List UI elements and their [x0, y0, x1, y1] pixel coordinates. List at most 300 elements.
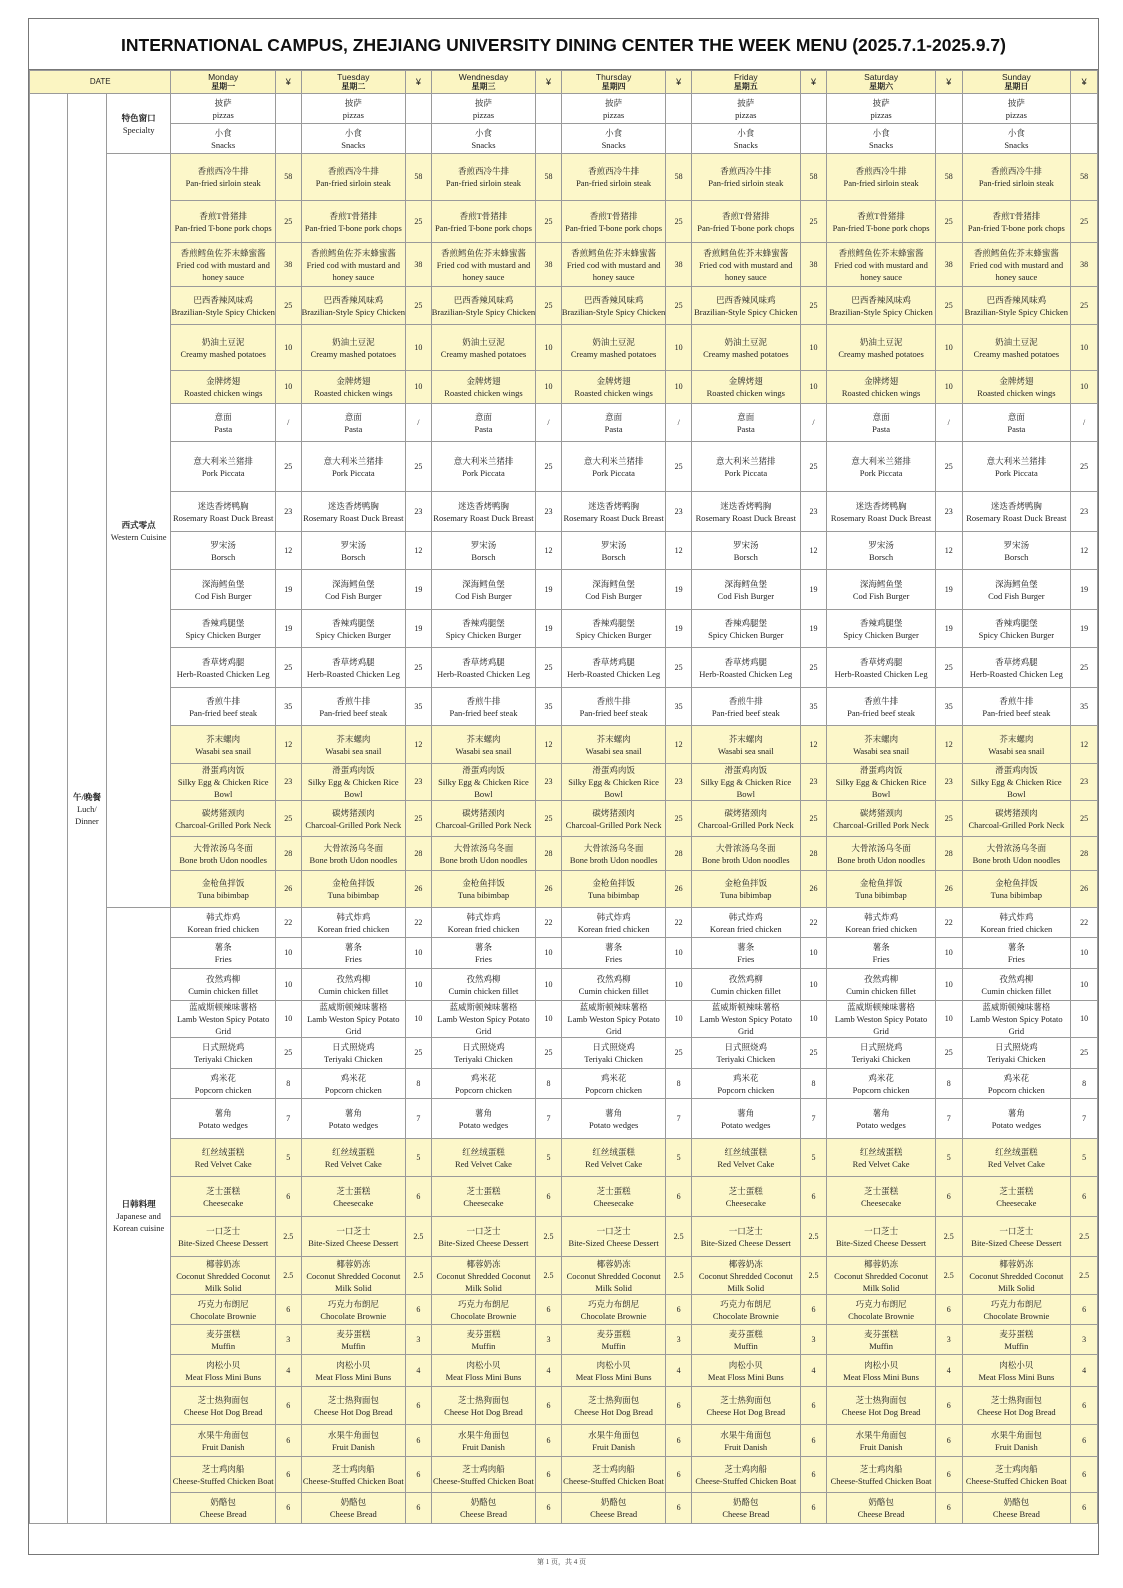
dish-price: 10 — [536, 371, 562, 404]
dish-name-en: Cumin chicken fillet — [448, 985, 519, 996]
dish-name-cn: 滑蛋鸡肉饭 — [201, 765, 245, 775]
dish-price: 8 — [536, 1069, 562, 1099]
dish-name-en: Charcoal-Grilled Pork Neck — [833, 819, 929, 830]
dish-price: 12 — [275, 726, 301, 764]
table-row — [30, 201, 1098, 243]
dish-name-cn: 肉松小贝 — [336, 1359, 371, 1370]
dish-name-cn: 滑蛋鸡肉饭 — [859, 765, 903, 775]
dish-name-en: Cumin chicken fillet — [710, 985, 781, 996]
dish-price: 7 — [275, 1099, 301, 1139]
dish-price: 35 — [800, 688, 827, 726]
dish-cell — [691, 154, 800, 201]
dish-name-en: Charcoal-Grilled Pork Neck — [697, 819, 794, 830]
dish-name-cn: 意大利米兰猪排 — [323, 455, 384, 466]
dish-cell — [171, 1069, 276, 1099]
dish-cell — [431, 871, 536, 908]
dish-name-en: Silky Egg & Chicken Rice Bowl — [438, 777, 529, 799]
dish-name-cn: 罗宋汤 — [1003, 539, 1030, 550]
dish-cell — [827, 532, 936, 570]
dish-cell — [962, 404, 1071, 442]
dish-cell — [691, 1001, 800, 1038]
dish-price: 2.5 — [1071, 1217, 1098, 1257]
dish-cell — [962, 648, 1071, 688]
dish-price: 25 — [666, 287, 692, 325]
dish-name-en: Fries — [737, 954, 755, 964]
dish-name-en: Rosemary Roast Duck Breast — [563, 512, 664, 523]
table-row — [30, 404, 1098, 442]
dish-name-en: Spicy Chicken Burger — [708, 629, 784, 640]
dish-price: 6 — [800, 1177, 827, 1217]
dish-name-cn: 香煎鳕鱼佐芥末蜂蜜酱 — [180, 247, 266, 258]
dish-price: 10 — [666, 371, 692, 404]
dish-price: 6 — [935, 1177, 962, 1217]
dish-cell — [431, 1355, 536, 1387]
dish-name-cn: 香煎鳕鱼佐芥末蜂蜜酱 — [838, 247, 924, 258]
dish-cell — [171, 871, 276, 908]
dish-price: 10 — [800, 325, 827, 371]
table-row — [30, 1139, 1098, 1177]
dish-name-cn: 小食 — [344, 127, 362, 138]
dish-name-en: Cheesecake — [725, 1197, 766, 1208]
dish-name-en: Charcoal-Grilled Pork Neck — [175, 819, 272, 830]
day-name-cn: 星期五 — [733, 82, 758, 91]
dish-price: / — [1071, 404, 1098, 442]
station-label-cn: 日韩料理 — [121, 1198, 156, 1209]
dish-name-cn: 金牌烤翅 — [999, 376, 1034, 386]
dish-cell — [962, 1425, 1071, 1457]
dish-cell — [827, 1325, 936, 1355]
dish-name-cn: 意面 — [214, 411, 232, 422]
dish-name-cn: 巧克力布朗尼 — [457, 1298, 509, 1309]
dish-name-cn: 蓝威斯顿辣味薯格 — [982, 1002, 1051, 1012]
dish-name-en: Rosemary Roast Duck Breast — [966, 512, 1067, 523]
dish-price: 23 — [1071, 492, 1098, 532]
dish-name-cn: 薯角 — [872, 1107, 890, 1118]
dish-name-en: Creamy mashed potatoes — [440, 348, 527, 359]
dish-cell — [431, 570, 536, 610]
dish-cell — [691, 371, 800, 404]
dish-name-cn: 红丝绒蛋糕 — [201, 1146, 245, 1157]
day-name-en: Saturday — [864, 72, 899, 82]
dish-name-cn: 巧克力布朗尼 — [197, 1298, 249, 1309]
dish-cell — [431, 1001, 536, 1038]
dish-name-cn: 意面 — [605, 411, 623, 422]
dish-name-cn: 碳烤猪颈肉 — [995, 807, 1038, 818]
dish-name-en: Bone broth Udon noodles — [179, 854, 267, 865]
dish-name-en: Cheese Hot Dog Bread — [977, 1406, 1056, 1417]
dish-price: 19 — [275, 570, 301, 610]
dish-cell — [301, 764, 406, 801]
dish-cell — [827, 610, 936, 648]
dish-name-cn: 芥末螺肉 — [466, 733, 501, 744]
dish-name-en: Spicy Chicken Burger — [575, 629, 652, 640]
dish-name-cn: 金枪鱼拌饭 — [995, 878, 1038, 888]
dish-name-en: Borsch — [211, 551, 236, 562]
dish-price: 25 — [536, 201, 562, 243]
dish-cell — [561, 764, 666, 801]
dish-name-en: Borsch — [869, 551, 894, 562]
dish-name-cn: 香草烤鸡腿 — [332, 656, 375, 667]
dish-cell — [561, 871, 666, 908]
dish-name-en: Pan-fried sirloin steak — [843, 178, 919, 188]
meal-label-en: Luch/Dinner — [75, 803, 99, 826]
dish-price — [1071, 94, 1098, 124]
dish-price: 12 — [935, 532, 962, 570]
dish-name-cn: 意面 — [344, 411, 362, 422]
dish-price: 19 — [536, 570, 562, 610]
dish-cell — [827, 1355, 936, 1387]
dish-cell — [827, 1069, 936, 1099]
dish-name-cn: 香草烤鸡腿 — [995, 656, 1038, 667]
dish-name-en: pizzas — [1005, 109, 1027, 120]
dish-cell — [301, 1217, 406, 1257]
dish-price: 25 — [935, 442, 962, 492]
dish-cell — [691, 969, 800, 1001]
dish-cell — [561, 726, 666, 764]
dish-name-en: Silky Egg & Chicken Rice Bowl — [177, 777, 269, 799]
dish-name-en: Chocolate Brownie — [712, 1310, 779, 1321]
dish-name-cn: 香草烤鸡腿 — [592, 656, 635, 667]
dish-price: 10 — [935, 325, 962, 371]
dish-cell — [561, 688, 666, 726]
dish-name-cn: 大骨浓汤乌冬面 — [716, 842, 776, 853]
dish-name-en: Potato wedges — [328, 1119, 378, 1130]
dish-name-cn: 碳烤猪颈肉 — [332, 807, 375, 818]
date-label: DATE — [30, 71, 171, 94]
dish-price: 25 — [406, 201, 432, 243]
day-header — [827, 71, 936, 94]
dish-cell — [827, 154, 936, 201]
dish-price: 25 — [406, 648, 432, 688]
dish-name-en: Cod Fish Burger — [455, 590, 512, 601]
dish-name-cn: 芝士蛋糕 — [466, 1185, 501, 1196]
dish-cell — [827, 688, 936, 726]
dish-name-cn: 奶酪包 — [340, 1497, 367, 1507]
dish-cell — [962, 801, 1071, 837]
currency-symbol: ¥ — [406, 71, 432, 94]
dish-name-cn: 薯条 — [474, 942, 492, 952]
dish-price: 26 — [406, 871, 432, 908]
dish-name-en: Fruit Danish — [331, 1441, 375, 1452]
dish-cell — [691, 764, 800, 801]
dish-name-cn: 一口芝士 — [206, 1225, 241, 1236]
dish-name-cn: 韩式炸鸡 — [596, 911, 631, 922]
dish-name-en: Pan-fried sirloin steak — [315, 178, 391, 188]
dish-price: 19 — [935, 570, 962, 610]
dish-cell — [561, 1257, 666, 1295]
dish-price: 25 — [1071, 801, 1098, 837]
dish-name-cn: 香煎西冷牛排 — [197, 166, 249, 176]
dish-price: 6 — [800, 1425, 827, 1457]
dish-name-en: Wasabi sea snail — [717, 745, 774, 756]
dish-cell — [301, 871, 406, 908]
station-label-cn: 特色窗口 — [121, 112, 156, 123]
dish-name-cn: 奶油土豆泥 — [462, 336, 505, 347]
dish-price: 26 — [935, 871, 962, 908]
dish-name-cn: 奶油土豆泥 — [592, 336, 635, 347]
dish-cell — [962, 1493, 1071, 1524]
dish-name-cn: 香煎西冷牛排 — [457, 166, 509, 176]
dish-name-cn: 深海鳕鱼堡 — [201, 578, 245, 589]
dish-name-cn: 香煎T骨猪排 — [721, 210, 770, 221]
day-name-cn: 星期日 — [1004, 82, 1029, 91]
dish-name-en: Pan-fried sirloin steak — [576, 178, 652, 188]
table-row — [30, 938, 1098, 969]
table-row — [30, 726, 1098, 764]
dish-price: 8 — [800, 1069, 827, 1099]
dish-name-en: Cheese Hot Dog Bread — [574, 1406, 653, 1417]
dish-name-en: Rosemary Roast Duck Breast — [303, 512, 404, 523]
dish-name-cn: 奶酪包 — [733, 1497, 759, 1507]
dish-name-en: Meat Floss Mini Buns — [707, 1371, 784, 1382]
dish-price: 10 — [275, 371, 301, 404]
dish-price: 10 — [536, 1001, 562, 1038]
dish-price: 25 — [275, 801, 301, 837]
dish-name-cn: 奶酪包 — [210, 1497, 236, 1507]
dish-price: 28 — [935, 837, 962, 871]
dish-price: 25 — [536, 1038, 562, 1069]
dish-name-en: Silky Egg & Chicken Rice Bowl — [835, 777, 927, 799]
dish-name-en: Creamy mashed potatoes — [310, 348, 397, 359]
dish-price: 6 — [935, 1295, 962, 1325]
dish-name-en: Meat Floss Mini Buns — [185, 1371, 262, 1382]
dish-name-cn: 香辣鸡腿堡 — [592, 617, 635, 628]
dish-name-en: Potato wedges — [721, 1119, 771, 1130]
dish-name-cn: 金牌烤翅 — [206, 376, 241, 386]
dish-name-en: Coconut Shredded Coconut Milk Solid — [698, 1270, 793, 1293]
dish-name-cn: 芝士热狗面包 — [327, 1394, 379, 1405]
dish-cell — [691, 938, 800, 969]
dish-name-cn: 金枪鱼拌饭 — [859, 878, 903, 888]
dish-name-cn: 韩式炸鸡 — [999, 911, 1034, 922]
dish-price: 4 — [536, 1355, 562, 1387]
dish-price: / — [275, 404, 301, 442]
dish-price: 25 — [800, 1038, 827, 1069]
dish-name-cn: 深海鳕鱼堡 — [995, 578, 1038, 589]
dish-name-en: Pork Piccata — [859, 467, 903, 478]
dish-name-cn: 薯条 — [872, 942, 890, 952]
dish-price: 10 — [1071, 325, 1098, 371]
dish-name-en: Borsch — [601, 551, 626, 562]
dish-price: 5 — [536, 1139, 562, 1177]
dish-cell — [962, 610, 1071, 648]
dish-price: 23 — [666, 492, 692, 532]
dish-name-cn: 大骨浓汤乌冬面 — [583, 842, 644, 853]
dish-cell — [301, 1457, 406, 1493]
dish-cell — [431, 1217, 536, 1257]
dish-price: 22 — [275, 908, 301, 938]
dish-name-en: Lamb Weston Spicy Potato Grid — [699, 1014, 793, 1036]
dish-name-cn: 意大利米兰猪排 — [193, 455, 253, 466]
dish-name-en: Pan-fried T-bone pork chops — [832, 222, 930, 233]
dish-cell — [171, 532, 276, 570]
dish-name-en: Red Velvet Cake — [194, 1158, 252, 1169]
dish-name-cn: 芥末螺肉 — [864, 733, 899, 744]
dish-cell — [301, 442, 406, 492]
dish-price: 23 — [536, 764, 562, 801]
dish-cell — [171, 492, 276, 532]
dish-price: 25 — [536, 287, 562, 325]
dish-name-en: Snacks — [733, 139, 758, 150]
dish-name-en: Potato wedges — [856, 1119, 906, 1130]
table-row — [30, 1069, 1098, 1099]
dish-name-cn: 意大利米兰猪排 — [986, 455, 1047, 466]
dish-name-en: Rosemary Roast Duck Breast — [433, 512, 534, 523]
dish-name-en: Bone broth Udon noodles — [837, 854, 925, 865]
table-row — [30, 94, 1098, 124]
dish-cell — [431, 1099, 536, 1139]
dish-name-en: Cheese Hot Dog Bread — [841, 1406, 921, 1417]
dish-name-cn: 日式照烧鸡 — [995, 1042, 1038, 1052]
dish-cell — [962, 1257, 1071, 1295]
dish-name-cn: 巴西香辣风味鸡 — [453, 294, 514, 305]
dish-price: 10 — [1071, 1001, 1098, 1038]
dish-name-cn: 香煎牛排 — [864, 695, 899, 706]
dish-name-en: Popcorn chicken — [585, 1084, 643, 1095]
dish-name-cn: 巧克力布朗尼 — [720, 1298, 772, 1309]
dish-name-cn: 金枪鱼拌饭 — [201, 878, 245, 888]
dish-name-cn: 小食 — [605, 127, 623, 138]
dish-price: 23 — [275, 764, 301, 801]
dish-name-cn: 迷迭香烤鸭胸 — [588, 500, 640, 511]
dish-name-cn: 芝士蛋糕 — [864, 1185, 899, 1196]
dish-name-en: Teriyaki Chicken — [193, 1054, 253, 1064]
dish-price: 28 — [800, 837, 827, 871]
dish-cell — [691, 1457, 800, 1493]
dish-name-cn: 香煎牛排 — [728, 695, 763, 706]
dish-cell — [431, 492, 536, 532]
dish-name-cn: 滑蛋鸡肉饭 — [462, 765, 505, 775]
dish-name-cn: 意大利米兰猪排 — [851, 455, 911, 466]
dish-price: 4 — [406, 1355, 432, 1387]
dish-price: 6 — [536, 1295, 562, 1325]
dish-price: 5 — [935, 1139, 962, 1177]
dish-price: 6 — [275, 1457, 301, 1493]
dish-price — [666, 124, 692, 154]
dish-price: 6 — [406, 1457, 432, 1493]
dish-name-cn: 巴西香辣风味鸡 — [583, 294, 644, 305]
dish-cell — [431, 442, 536, 492]
dish-price: 22 — [536, 908, 562, 938]
dish-name-en: Snacks — [1004, 139, 1029, 150]
dish-name-en: Coconut Shredded Coconut Milk Solid — [566, 1270, 661, 1293]
dish-price: 25 — [275, 287, 301, 325]
dish-cell — [561, 837, 666, 871]
dish-cell — [171, 1217, 276, 1257]
dish-cell — [171, 1355, 276, 1387]
dish-cell — [827, 908, 936, 938]
dish-cell — [962, 1139, 1071, 1177]
dish-name-en: Pan-fried sirloin steak — [185, 178, 261, 188]
dish-name-en: Cheese-Stuffed Chicken Boat — [172, 1475, 274, 1486]
dish-name-en: Silky Egg & Chicken Rice Bowl — [568, 777, 659, 799]
dish-price: 7 — [666, 1099, 692, 1139]
dish-cell — [962, 325, 1071, 371]
dish-name-cn: 芝士蛋糕 — [728, 1185, 763, 1196]
dish-price: 7 — [406, 1099, 432, 1139]
dish-name-en: Bite-Sized Cheese Dessert — [178, 1237, 269, 1248]
dish-price: 7 — [800, 1099, 827, 1139]
dish-name-cn: 肉松小贝 — [596, 1359, 631, 1370]
dish-price: 25 — [406, 801, 432, 837]
dish-cell — [301, 287, 406, 325]
dish-name-en: Bone broth Udon noodles — [702, 854, 790, 865]
table-row — [30, 532, 1098, 570]
dish-price: 3 — [406, 1325, 432, 1355]
dish-price: 2.5 — [536, 1217, 562, 1257]
dish-name-en: Wasabi sea snail — [988, 745, 1045, 756]
dish-price: 6 — [406, 1425, 432, 1457]
dish-cell — [827, 124, 936, 154]
dish-name-en: Charcoal-Grilled Pork Neck — [968, 819, 1065, 830]
dish-name-en: Charcoal-Grilled Pork Neck — [305, 819, 402, 830]
dish-name-cn: 麦芬蛋糕 — [728, 1328, 763, 1339]
dish-name-en: Herb-Roasted Chicken Leg — [176, 668, 270, 679]
dish-name-en: Cheese Bread — [992, 1509, 1040, 1519]
dish-cell — [301, 371, 406, 404]
dish-price: 6 — [666, 1457, 692, 1493]
dish-price: 25 — [536, 442, 562, 492]
dish-name-en: Bone broth Udon noodles — [569, 854, 658, 865]
dish-name-en: Cod Fish Burger — [194, 590, 252, 601]
dish-price — [536, 124, 562, 154]
dish-name-cn: 奶油土豆泥 — [724, 336, 768, 347]
dish-cell — [561, 1355, 666, 1387]
dish-price: 10 — [275, 969, 301, 1001]
dish-cell — [962, 243, 1071, 287]
dish-price: 6 — [275, 1177, 301, 1217]
day-name-en: Wendnesday — [458, 72, 509, 82]
dish-name-en: Silky Egg & Chicken Rice Bowl — [307, 777, 399, 799]
dish-price: 2.5 — [800, 1257, 827, 1295]
dish-name-cn: 一口芝士 — [336, 1225, 371, 1236]
dish-cell — [301, 124, 406, 154]
dish-price: 6 — [800, 1493, 827, 1524]
day-name-cn: 星期二 — [341, 82, 366, 91]
dish-name-en: Red Velvet Cake — [852, 1158, 910, 1169]
dish-name-en: Meat Floss Mini Buns — [445, 1371, 522, 1382]
dish-name-cn: 香煎T骨猪排 — [329, 210, 378, 221]
dish-cell — [301, 688, 406, 726]
dish-name-en: pizzas — [472, 109, 495, 120]
dish-name-en: Cheesecake — [861, 1197, 902, 1208]
dish-name-en: Cheesecake — [203, 1197, 244, 1208]
dish-price: 25 — [666, 201, 692, 243]
dish-name-cn: 香草烤鸡腿 — [462, 656, 505, 667]
dish-cell — [431, 1387, 536, 1425]
dish-name-en: Herb-Roasted Chicken Leg — [969, 668, 1063, 679]
dish-name-en: Teriyaki Chicken — [987, 1054, 1046, 1064]
dish-cell — [691, 801, 800, 837]
dish-name-cn: 香辣鸡腿堡 — [859, 617, 903, 628]
dish-price: 58 — [406, 154, 432, 201]
dish-cell — [827, 1493, 936, 1524]
dish-name-cn: 碳烤猪颈肉 — [201, 807, 245, 818]
dish-cell — [691, 1099, 800, 1139]
dish-price: 4 — [800, 1355, 827, 1387]
dish-cell — [431, 1069, 536, 1099]
dish-cell — [561, 1139, 666, 1177]
dish-cell — [431, 908, 536, 938]
dish-name-en: Fried cod with mustard and honey sauce — [176, 259, 270, 282]
dish-name-cn: 罗宋汤 — [733, 539, 759, 550]
dish-cell — [691, 688, 800, 726]
dish-cell — [561, 1038, 666, 1069]
dish-price: 25 — [1071, 442, 1098, 492]
dish-price: 8 — [406, 1069, 432, 1099]
dish-price: 4 — [935, 1355, 962, 1387]
dish-price: 10 — [1071, 969, 1098, 1001]
